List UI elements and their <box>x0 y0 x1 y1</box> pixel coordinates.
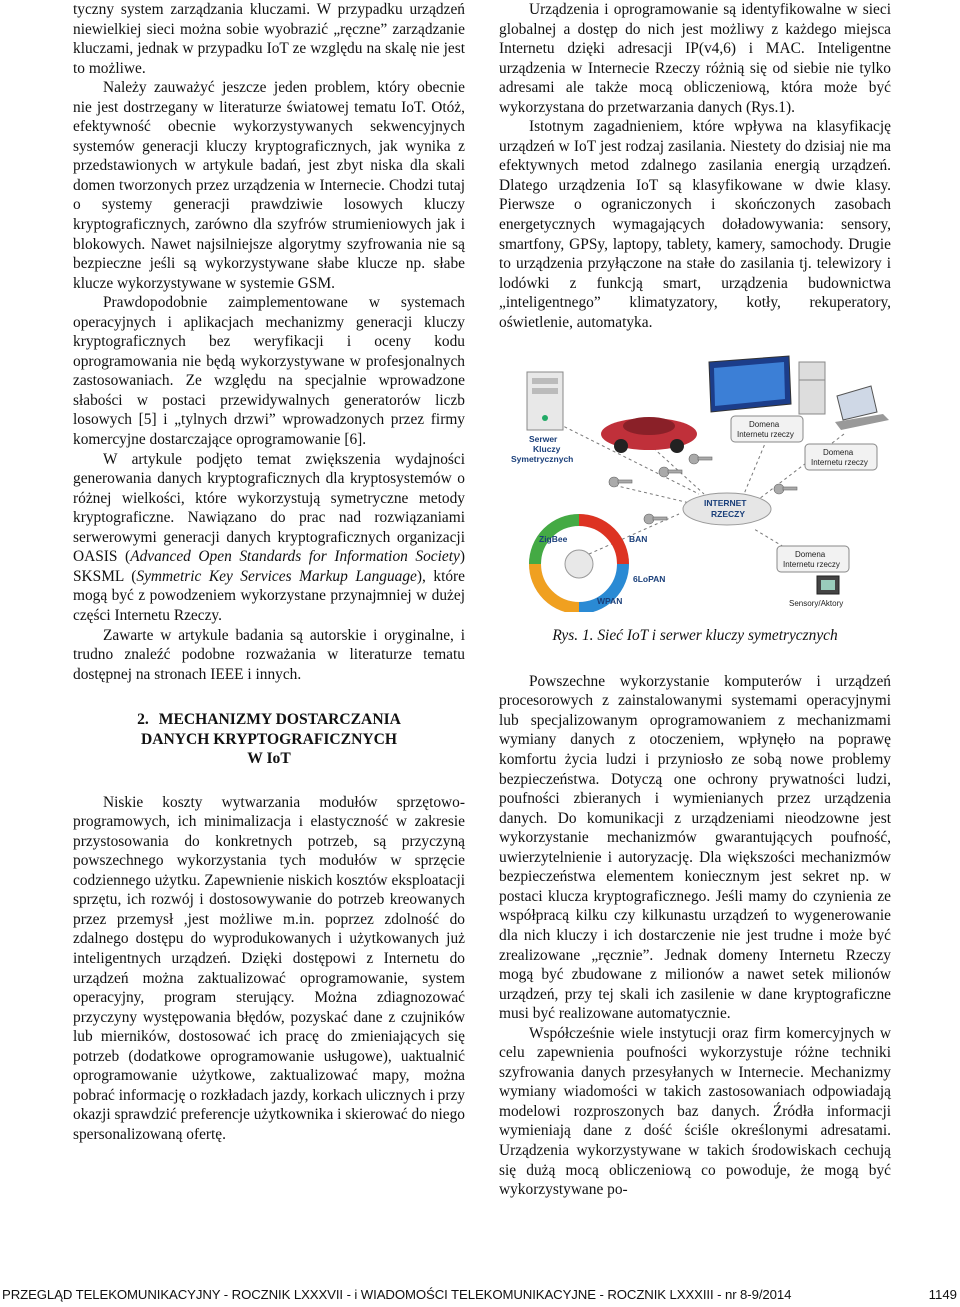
oasis-expansion: Advanced Open Standards for Information Society <box>130 548 460 566</box>
section-title-line: MECHANIZMY DOSTARCZANIA <box>158 711 401 729</box>
right-column <box>499 0 891 1200</box>
text-run: ) SKSML ( <box>73 548 465 585</box>
journal-name: PRZEGLĄD TELEKOMUNIKACYJNY - ROCZNIK LXXXVII - i WIADOMOŚCI TELEKOMUNIKACYJNE - ROCZNIK LXXXIII - nr 8-9/2014 <box>2 1287 792 1302</box>
laptop-icon <box>835 386 889 430</box>
domain-label: Domena <box>823 448 854 458</box>
paragraph: Należy zauważyć jeszcze jeden problem, który obecnie nie jest dostrzegany w literaturze światowej tematu IoT. Otóż, efektywność obecnie wykorzystywanych sekwencyjnych systemów generacji kluczy kryptograficznych, jak wynika z przedstawionych w artykule badań, jest zbyt niska dla skali domen tworzonych przez urządzenia w Internecie. Chodzi tutaj o systemy generacji prawdziwie losowych kluczy kryptograficznych, zarówno dla szyfrów strumieniowych jak i blokowych. Nawet najsilniejsze algorytmy szyfrowania nie są bezpieczne jeśli są wykorzystywane słabe klucze np. słabe klucze wykorzystywane w systemie GSM. <box>73 79 465 292</box>
sensors-label: Sensory/Aktory <box>789 599 844 609</box>
paragraph: Prawdopodobnie zaimplementowane w systemach operacyjnych i aplikacjach mechanizmy generacji kluczy kryptograficznych bez weryfikacji i oceny kodu oprogramowania nie będą wykorzystywane w profesjonalnych zastosowaniach. Ze względu na specjalnie wprowadzone słabości w postaci przewidywalnych generatorów liczb losowych [5] i „tylnych drzwi” wprowadzonych przez firmy komercyjne dostarczające oprogramowanie [6]. <box>73 294 465 449</box>
domain-label: Domena <box>749 420 780 430</box>
section-number: 2. <box>137 711 149 729</box>
car-icon <box>601 417 697 453</box>
paragraph: tyczny system zarządzania kluczami. W przypadku urządzeń niewielkiej sieci można sobie wyobrazić „ręczne” zarządzanie kluczami, jednak w przypadku IoT ze względu na skalę nie jest to możliwe. <box>73 1 465 77</box>
paragraph: Powszechne wykorzystanie komputerów i urządzeń procesorowych z zainstalowanymi systemami operacyjnymi lub specjalizowanym oprogramowaniem z mechanizmami wymiany danych z otoczeniem, wpłynęło na poprawę komfortu życia ludzi i przyniosło ze sobą nowe problemy bezpieczeństwa. Dotyczą one ochrony prywatności ludzi, poufności zbieranych i wymienianych przez urządzenia danych. Do komunikacji z urządzeniami nieodzowne jest wykorzystanie mechanizmów gwarantujących poufność, uwierzytelnienie i autoryzację. Dla większości mechanizmów bezpieczeństwa elementem koniecznym jest sekret np. w postaci klucza kryptograficznego. Jeśli mamy do czynienia ze współpracą kilku czy kilkunastu urządzeń to wygenerowanie dla nich kluczy i ich dostarczenie nie jest trudne i może być zrealizowane „ręcznie”. Jednak domeny Internetu Rzeczy mogą być zbudowane z milionów a nawet setek milionów urządzeń, przy tej skali ich zasilenie w dane kryptograficzne musi być realizowane automatycznie. <box>499 672 891 1023</box>
paragraph: Istotnym zagadnieniem, które wpływa na klasyfikację urządzeń w IoT jest rodzaj zasilania. Niestety do dzisiaj nie ma efektywnych metod zdalnego zasilania energią urządzeń. Dlatego urządzenia IoT są klasyfikowane w dwie klasy. Pierwsze o ograniczonych i skończonych zasobach energetycznych wymagających doładowywania: sensory, smartfony, GPSy, laptopy, tablety, kamery, samochody. Drugie to urządzenia przyłączone na stałe do zasilania tj. telewizory i lodówki z funkcją smart, urządzenia budownictwa „inteligentnego” klimatyzatory, kotły, rekuperatory, oświetlenie, automatyka. <box>499 118 891 331</box>
section-title-line: W IoT <box>247 750 291 768</box>
section-heading <box>73 710 465 769</box>
paragraph: Niskie koszty wytwarzania modułów sprzętowo-programowych, ich minimalizacja i elastyczność w zakresie przystosowania do konkretnych potrzeb, są przyczyną powszechnego wykorzystania tych modułów w sprzęcie codziennego użytku. Zapewnienie niskich kosztów eksploatacji sprzętu, ich rozwój i dostosowywanie do potrzeb kreowanych przez przemysł ,jest możliwe m.in. poprzez zdolność do zdalnego dostępu do wyprodukowanych i użytkowanych już inteligentnych urządzeń. Dzięki dostępowi z Internetu do urządzeń można zaktualizować oprogramowanie, system operacyjny, program sterujący. Można zdiagnozować przyczyny występowania błędów, pozyskać dane z czujników lub mierników, dostosować ich pracę do zmieniających się potrzeb (dodatkowe oprogramowanie usługowe), uaktualnić oprogramowanie użytkowe, zaktualizować mapy, można pobrać informację o rozkładach jazdy, korkach ulicznych i przy okazji sprawdzić preferencje użytkownika i skierować do niego spersonalizowaną ofertę. <box>73 793 465 1143</box>
domain-label: Domena <box>795 550 826 560</box>
domain-label: Internetu rzeczy <box>811 458 868 468</box>
protocol-label: BAN <box>629 534 648 545</box>
sksml-expansion: Symmetric Key Services Markup Language <box>136 567 417 585</box>
paragraph <box>73 450 465 626</box>
iot-network-diagram <box>499 354 891 612</box>
protocol-label: WPAN <box>597 596 623 607</box>
server-icon <box>527 372 563 430</box>
protocol-label: 6LoPAN <box>633 574 666 585</box>
page-number: 1149 <box>928 1287 957 1302</box>
tv-icon <box>709 356 791 412</box>
paragraph: Zawarte w artykule badania są autorskie i oryginalne, i trudno znaleźć podobne rozważania w literaturze tematu dostępnej na stronach IEEE i innych. <box>73 626 465 683</box>
domain-label: Internetu rzeczy <box>737 430 794 440</box>
internet-label: INTERNET <box>704 498 747 509</box>
server-label: Kluczy <box>533 444 561 455</box>
page-footer <box>0 1287 960 1307</box>
text-run: W artykule podjęto temat zwiększenia wydajności generowania danych kryptograficznych dla kryptosystemów o różnej wielkości, które wykorzystują symetryczne metody kryptograficzne. Nawiązano do prac nad rozwiązaniami serwerowymi generacji danych kryptograficznych organizacji OASIS ( <box>73 450 465 566</box>
figure-iot-network <box>499 354 891 646</box>
sensor-icon <box>817 576 839 594</box>
text-run: ), które mogą być z powodzeniem wykorzystane przynajmniej w dużej części Internetu Rzeczy. <box>73 567 465 624</box>
server-label: Symetrycznych <box>511 454 574 465</box>
domain-label: Internetu rzeczy <box>783 560 840 570</box>
internet-label: RZECZY <box>711 509 745 520</box>
figure-caption: Rys. 1. Sieć IoT i serwer kluczy symetrycznych <box>552 627 838 645</box>
paragraph: Współcześnie wiele instytucji oraz firm komercyjnych w celu zapewnienia poufności wykorzystuje różne techniki szyfrowania danych przesyłanych w Internecie. Mechanizmy wymiany wiadomości w takich zastosowaniach odpowiadają modelowi rozproszonych baz danych. Źródła informacji wymieniają dane z dość ściśle określonymi adresatami. Urządzenia wykorzystywane w takich środowiskach cechują się dużą mocą obliczeniową co powoduje, że mogą być wykorzystywane po- <box>499 1024 891 1199</box>
section-title-line: DANYCH KRYPTOGRAFICZNYCH <box>140 730 398 748</box>
figure-illustration <box>499 354 891 612</box>
fridge-icon <box>799 362 825 414</box>
server-label: Serwer <box>529 434 558 445</box>
left-column <box>73 0 465 1144</box>
protocol-label: ZigBee <box>539 534 568 545</box>
paragraph: Urządzenia i oprogramowanie są identyfikowalne w sieci globalnej a dostęp do nich jest możliwy z każdego miejsca Internetu dzięki adresacji IP(v4,6) i MAC. Inteligentne urządzenia w Internecie Rzeczy różnią się od siebie nie tylko adresami ale także mocą obliczeniową, która może być wykorzystana do przetwarzania danych (Rys.1). <box>499 1 891 116</box>
network-links <box>559 424 844 559</box>
